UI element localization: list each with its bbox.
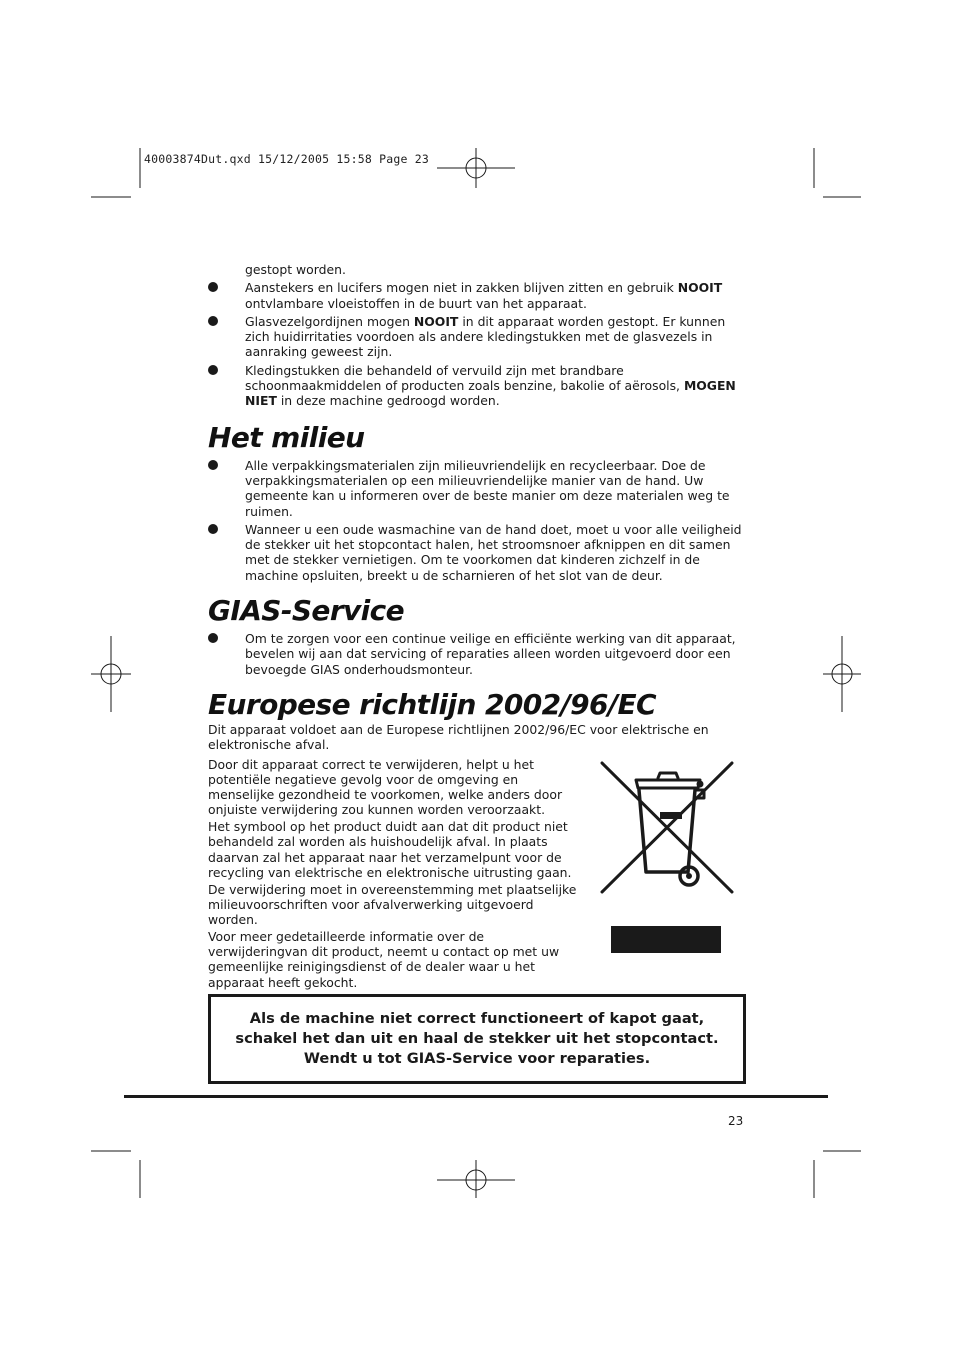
print-slug: 40003874Dut.qxd 15/12/2005 15:58 Page 23 (144, 152, 429, 166)
list-item: Glasvezelgordijnen mogen NOOIT in dit apparaat worden gestopt. Er kunnen zich huidirritaties voordoen als andere kledingstukken met de glasvezels in aanraking geweest zijn. (208, 314, 748, 360)
section-title-milieu: Het milieu (208, 420, 365, 454)
section-title-directive: Europese richtlijn 2002/96/EC (208, 687, 656, 721)
milieu-list (208, 458, 748, 583)
safety-list (208, 280, 748, 408)
list-item: Alle verpakkingsmaterialen zijn milieuvriendelijk en recycleerbaar. Doe de verpakkingsmaterialen op een milieuvriendelijke manier van de hand. Uw gemeente kan u informeren over de beste manier om deze materialen weg te ruimen. (208, 458, 748, 519)
section-title-gias: GIAS-Service (208, 594, 405, 628)
list-item: Wanneer u een oude wasmachine van de hand doet, moet u voor alle veiligheid de stekker uit het stopcontact halen, het stroomsnoer afknippen en dit samen met de stekker vernietigen. Om te voorkomen dat kinderen zichzelf in de machine opsluiten, breekt u de scharnieren of het slot van de deur. (208, 522, 748, 583)
bullet-icon (208, 633, 218, 643)
bullet-icon (208, 365, 218, 375)
bullet-icon (208, 316, 218, 326)
bullet-icon (208, 282, 218, 292)
footer-rule (124, 1095, 828, 1098)
directive-paragraph: Het symbool op het product duidt aan dat dit product niet behandeld zal worden als huishoudelijk afval. In plaats daarvan zal het apparaat naar het verzamelpunt voor de recycling van elektrische en elektronische uitrusting gaan. (208, 819, 572, 880)
weee-symbol (600, 757, 748, 992)
bullet-icon (208, 524, 218, 534)
crossed-out-wheelie-bin-icon (600, 760, 734, 896)
list-item: Kledingstukken die behandeld of vervuild zijn met brandbare schoonmaakmiddelen of producten zoals benzine, bakolie of aërosols, MOGEN NIET in deze machine gedroogd worden. (208, 363, 748, 409)
list-item: Aanstekers en lucifers mogen niet in zakken blijven zitten en gebruik NOOIT ontvlambare vloeistoffen in de buurt van het apparaat. (208, 280, 748, 311)
weee-bar (611, 926, 721, 953)
page-number: 23 (728, 1114, 744, 1128)
directive-paragraph: De verwijdering moet in overeenstemming met plaatselijke milieuvoorschriften voor afvalverwerking uitgevoerd worden. (208, 881, 577, 928)
list-item: Om te zorgen voor een continue veilige en efficiënte werking van dit apparaat, bevelen wij aan dat servicing of reparaties alleen worden uitgevoerd door een bevoegde GIAS onderhoudsmonteur. (208, 631, 748, 677)
directive-body (208, 757, 748, 992)
main-content (208, 262, 748, 991)
warning-box (208, 994, 746, 1084)
directive-paragraph: Door dit apparaat correct te verwijderen, helpt u het potentiële negatieve gevolg voor de omgeving en menselijke gezondheid te voorkomen, welke anders door onjuiste verwijdering zou kunnen worden veroorzaakt. (208, 756, 563, 818)
continued-text: gestopt worden. (245, 262, 346, 277)
directive-intro: Dit apparaat voldoet aan de Europese richtlijnen 2002/96/EC voor elektrische en elektronische afval. (208, 721, 709, 753)
bullet-icon (208, 460, 218, 470)
gias-list (208, 631, 748, 677)
directive-paragraphs (208, 757, 583, 992)
directive-paragraph: Voor meer gedetailleerde informatie over de verwijderingvan dit product, neemt u contact op met uw gemeenlijke reinigingsdienst of de dealer waar u het apparaat heeft gekocht. (208, 928, 560, 990)
warning-text: Als de machine niet correct functioneert of kapot gaat, schakel het dan uit en haal de stekker uit het stopcontact. Wendt u tot GIAS-Service voor reparaties. (235, 1010, 719, 1067)
